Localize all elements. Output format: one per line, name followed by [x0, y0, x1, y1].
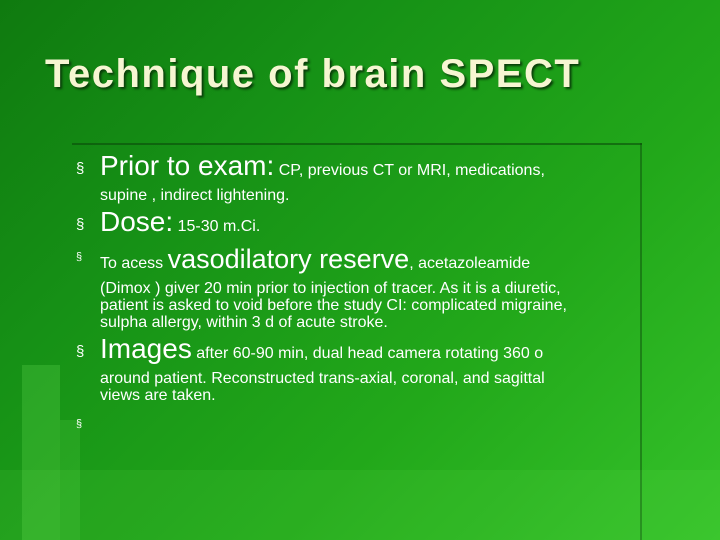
bullet-item-empty — [72, 410, 692, 430]
slide-title: Technique of brain SPECT — [45, 52, 581, 96]
bullet-text: after 60-90 min, dual head camera rotating 360 o — [191, 345, 544, 362]
decorative-block — [60, 418, 83, 540]
bullet-marker: § — [76, 216, 85, 233]
decorative-block — [22, 365, 60, 540]
bullet-marker: § — [76, 251, 83, 263]
bullet-heading: Prior to exam: — [100, 150, 275, 181]
bullet-heading: vasodilatory reserve — [167, 244, 410, 274]
bullet-marker: § — [76, 343, 85, 360]
bullet-continuation-line: sulpha allergy, within 3 d of acute stroke. — [100, 314, 388, 331]
bullet-text: , acetazoleamide — [409, 255, 531, 272]
bullet-continuation-line: views are taken. — [100, 387, 216, 404]
bullet-heading: Dose: — [100, 206, 174, 237]
bullet-continuation-line: around patient. Reconstructed trans-axial, coronal, and sagittal — [100, 370, 545, 387]
bullet-item-prior-to-exam — [72, 150, 692, 204]
bullet-continuation-line: (Dimox ) giver 20 min prior to injection of tracer. As it is a diuretic, — [100, 280, 561, 297]
decorative-band — [0, 470, 720, 540]
bullet-continuation-line: patient is asked to void before the study CI: complicated migraine, — [100, 297, 567, 314]
bullet-item-dose — [72, 206, 692, 243]
bullet-heading: Images — [100, 333, 192, 364]
bullet-marker: § — [76, 418, 83, 430]
bullet-marker: § — [76, 160, 85, 177]
decorative-rule-horizontal — [72, 143, 642, 145]
bullet-list — [72, 150, 692, 430]
bullet-text: 15-30 m.Ci. — [173, 218, 261, 235]
bullet-continuation: supine , indirect lightening. — [100, 187, 290, 204]
bullet-text: CP, previous CT or MRI, medications, — [274, 162, 545, 179]
bullet-prefix: To acess — [100, 255, 168, 272]
bullet-item-vasodilatory-reserve — [72, 243, 692, 331]
bullet-item-images — [72, 333, 692, 404]
